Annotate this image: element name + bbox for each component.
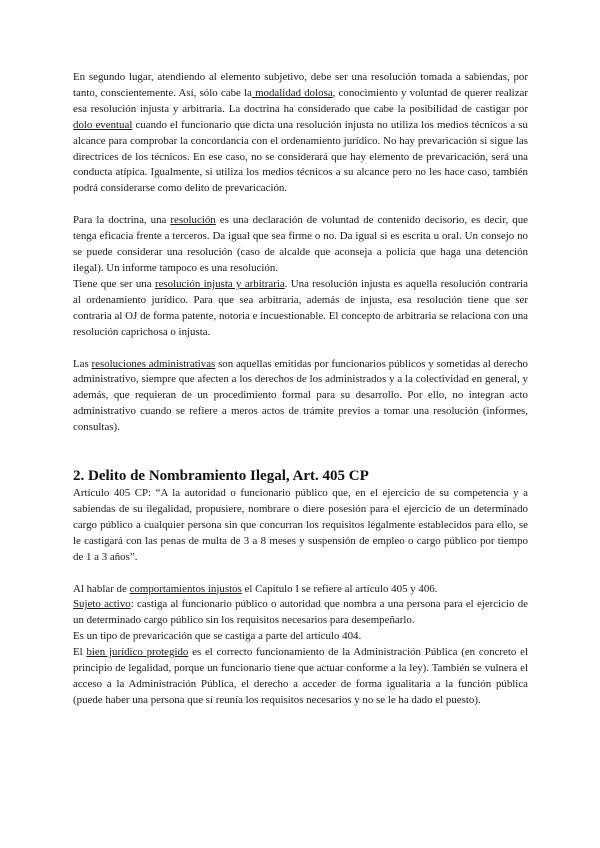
paragraph-comportamientos-injustos [73,582,528,598]
text: En segundo lugar, atendiendo al elemento subjetivo, debe ser una resolución tomada a sabiendas, por tanto, conscientemente. Así, sólo cabe la [73,71,528,99]
paragraph-bien-juridico [73,645,528,709]
text: son aquellas emitidas por funcionarios públicos y sometidas al derecho administrativo, siempre que afecten a los derechos de los administrados y a la colectividad en general, y además, que requieran de un procedimiento formal para su desarrollo. Por ello, no integran acto administrativo cuando se refiere a meros actos de trámite previos a tomar una resolución (informes, consultas). [73,357,529,434]
text: el Capítulo I se refiere al artículo 405 y 406. [241,582,438,595]
document-page [73,70,528,709]
term-dolo-eventual: dolo eventual [73,118,133,131]
text: . Una resolución injusta es aquella resolución contraria al ordenamiento jurídico. Para que sea arbitraria, además de injusta, esa resolución tiene que ser contraria al OJ de forma patente, notoria e incuestionable. El concepto de arbitraria se relaciona con una resolución caprichosa o injusta. [73,277,528,338]
text: es una declaración de voluntad de contenido decisorio, es decir, que tenga eficacia frente a terceros. Da igual que sea firme o no. Da igual si es escrita u oral. Un consejo no se puede considerar una resolución (caso de alcalde que aconseja a policía que haga una detención ilegal). Un informe tampoco es una resolución. [73,214,528,274]
paragraph-elemento-subjetivo [73,70,528,197]
text: Tiene que ser una [73,277,155,290]
term-resoluciones-administrativas: resoluciones administrativas [91,357,216,370]
text: Al hablar de [73,582,130,595]
paragraph-resolucion [73,213,528,277]
term-resolucion: resolución [170,214,216,227]
paragraph-tipo-prevaricacion: Es un tipo de prevaricación que se castiga a parte del artículo 404. [73,630,362,643]
paragraph-resoluciones-administrativas [73,357,528,437]
text: Las [73,357,92,370]
section-heading: 2. Delito de Nombramiento Ilegal, Art. 405 CP [73,468,369,485]
text: es el correcto funcionamiento de la Administración Pública (en concreto el principio de legalidad, porque un funcionario tiene que actuar conforme a la ley). También se vulnera el acceso a la Administración Pública, el derecho a acceder de forma igualitaria a la función pública (puede haber una persona que sí reunía los requisitos necesarios y no se le ha dado el puesto). [73,646,528,706]
text: El [73,646,87,659]
term-resolucion-injusta-arbitraria: resolución injusta y arbitraria [154,277,285,290]
term-modalidad-dolosa: modalidad dolosa [251,86,333,99]
text: cuando el funcionario que dicta una resolución injusta no utiliza los medios técnicos a su alcance para comprobar la concordancia con el ordenamiento jurídico. No hay prevaricación si sigue las directrices de los técnicos. En ese caso, no se considerará que hay elemento de prevaricación, será una conducta atípica. Igualmente, si utiliza los medios técnicos a su alcance pero no les hace caso, también podrá considerarse como delito de prevaricación. [73,118,528,195]
paragraph-resolucion-injusta [73,277,528,341]
paragraph-articulo-405: Artículo 405 CP: “A la autoridad o funcionario público que, en el ejercicio de su competencia y a sabiendas de su ilegalidad, propusiere, nombrare o diere posesión para el ejercicio de un determinado cargo público a cualquier persona sin que concurran los requisitos legalmente establecidos para ello, se le castigará con las penas de multa de 3 a 8 meses y suspensión de empleo o cargo público por tiempo de 1 a 3 años”. [73,487,528,563]
text: , conocimiento y voluntad de querer realizar esa resolución injusta y arbitraria. La doctrina ha considerado que cabe la posibilidad de castigar por [73,86,528,115]
term-sujeto-activo: Sujeto activo [73,598,131,611]
term-bien-juridico-protegido: bien jurídico protegido [86,646,189,659]
text: Para la doctrina, una [73,214,171,227]
paragraph-sujeto-activo [73,597,528,629]
term-comportamientos-injustos: comportamientos injustos [129,582,242,595]
text: : castiga al funcionario público o autoridad que nombra a una persona para el ejercicio de un determinado cargo público sin los requisitos necesarios para desempeñarlo. [73,598,528,627]
